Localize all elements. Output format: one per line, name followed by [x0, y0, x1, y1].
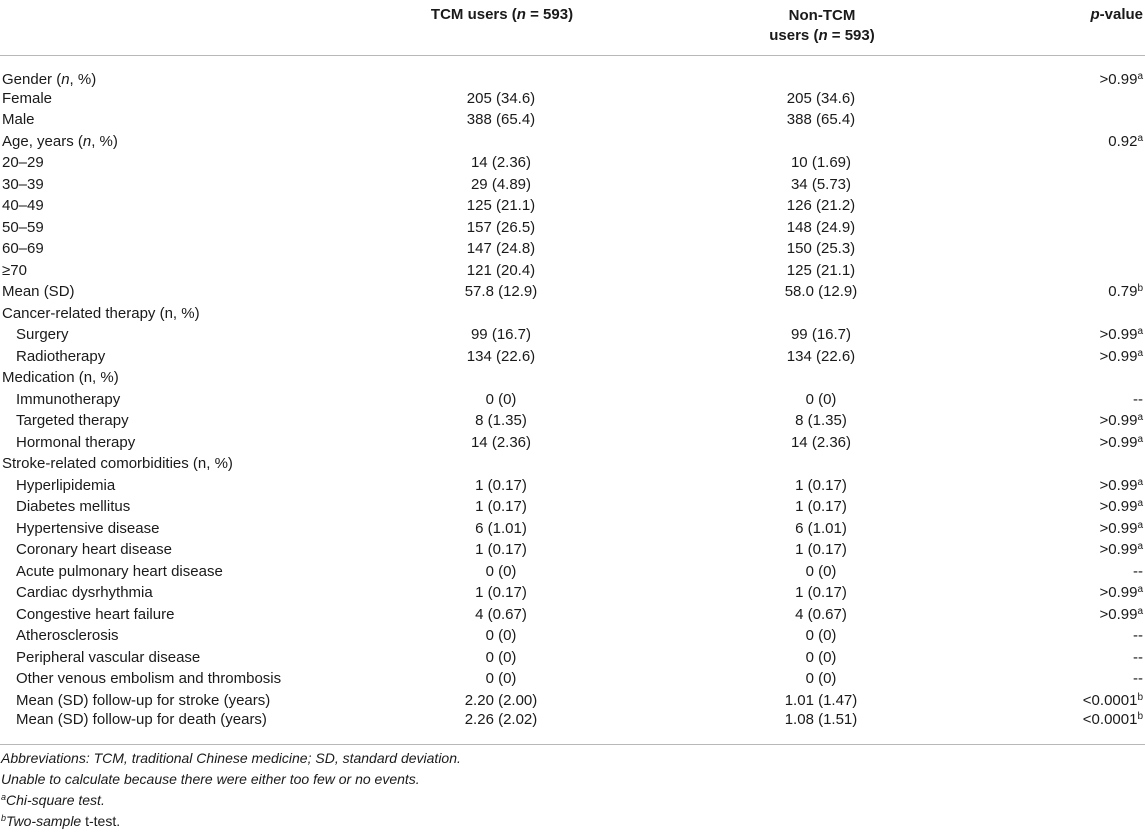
row-label-text: Other venous embolism and thrombosis: [16, 670, 282, 688]
row-label: [0, 238, 360, 260]
p-value-text: --: [1133, 627, 1143, 645]
p-value-footnote-mark: a: [1137, 498, 1143, 510]
row-label-text: Hormonal therapy: [16, 433, 136, 451]
cell-p-value: [1000, 367, 1145, 389]
table-row: [0, 668, 1145, 690]
cell-non-tcm-users: 1.01 (1.47): [784, 691, 858, 709]
row-label-text: Mean (SD) follow-up for stroke (years): [16, 691, 271, 709]
table-row: [0, 346, 1145, 368]
cell-non-tcm-users: 8 (1.35): [795, 412, 847, 430]
row-label-text: Peripheral vascular disease: [16, 648, 201, 666]
header-p-value: [1000, 0, 1145, 55]
cell-p-value: [1000, 217, 1145, 239]
header-non-tcm-pre: users (: [769, 27, 819, 44]
p-value-text: >0.99: [1099, 498, 1138, 516]
cell-tcm-users: 4 (0.67): [475, 605, 527, 623]
cell-p-value: [1000, 260, 1145, 282]
cell-tcm-users: 1 (0.17): [475, 498, 527, 516]
row-label-text: Stroke-related comorbidities (n, %): [2, 455, 233, 473]
table-row: [0, 303, 1145, 325]
table-row: [0, 174, 1145, 196]
row-label: [0, 217, 360, 239]
row-label-text: Hypertensive disease: [16, 519, 160, 537]
cell-tcm-users: [360, 131, 670, 153]
row-label-text: 20–29: [2, 154, 44, 172]
header-p-post: -value: [1099, 6, 1143, 23]
cell-tcm-users: 29 (4.89): [470, 175, 532, 193]
cell-tcm-users: 147 (24.8): [466, 240, 536, 258]
cell-non-tcm-users: 1 (0.17): [795, 476, 847, 494]
row-label: [0, 303, 360, 325]
cell-p-value: [1000, 410, 1145, 432]
cell-p-value: [1000, 475, 1145, 497]
p-value-text: >0.99: [1099, 519, 1138, 537]
header-tcm-pre: TCM users (: [430, 6, 517, 23]
row-label-text: Immunotherapy: [16, 390, 121, 408]
p-value-text: >0.99: [1099, 541, 1138, 559]
cell-non-tcm-users: 1.08 (1.51): [784, 711, 858, 728]
header-non-tcm-n: n: [818, 27, 828, 44]
row-label: [0, 389, 360, 411]
row-label: [0, 432, 360, 454]
table-row: [0, 410, 1145, 432]
cell-tcm-users: 0 (0): [485, 670, 517, 688]
table-row: [0, 604, 1145, 626]
cell-p-value: [1000, 453, 1145, 475]
p-value-text: --: [1133, 562, 1143, 580]
cell-p-value: [1000, 131, 1145, 153]
cell-non-tcm-users: 388 (65.4): [786, 111, 856, 129]
p-value-text: >0.99: [1099, 347, 1138, 365]
row-label: [0, 518, 360, 540]
cell-p-value: [1000, 496, 1145, 518]
cell-tcm-users: 205 (34.6): [466, 89, 536, 107]
header-non-tcm-line1: Non-TCM: [788, 7, 856, 24]
cell-non-tcm-users: 126 (21.2): [786, 197, 856, 215]
footnote-a-text: Chi-square test.: [6, 792, 105, 808]
row-label-text: Cardiac dysrhythmia: [16, 584, 153, 602]
cell-non-tcm-users: 34 (5.73): [790, 175, 852, 193]
table-row: [0, 432, 1145, 454]
row-label-text: ≥70: [2, 261, 27, 279]
table-row: [0, 152, 1145, 174]
cell-p-value: [1000, 604, 1145, 626]
cell-tcm-users: 14 (2.36): [470, 154, 532, 172]
footnote-a: [1, 790, 1145, 811]
p-value-footnote-mark: a: [1137, 412, 1143, 424]
row-label-text: Medication (n, %): [2, 369, 119, 387]
table-row: [0, 281, 1145, 303]
cell-non-tcm-users: 1 (0.17): [795, 541, 847, 559]
cell-p-value: [1000, 432, 1145, 454]
cell-tcm-users: 6 (1.01): [475, 519, 527, 537]
cell-p-value: [1000, 109, 1145, 131]
cell-non-tcm-users: 14 (2.36): [790, 433, 852, 451]
table-row: [0, 582, 1145, 604]
p-value-footnote-mark: a: [1137, 132, 1143, 144]
row-label-text: Coronary heart disease: [16, 541, 172, 559]
header-row: [0, 0, 1145, 55]
row-label: [0, 475, 360, 497]
p-value-footnote-mark: a: [1137, 70, 1143, 82]
p-value-text: >0.99: [1099, 326, 1138, 344]
cell-non-tcm-users: 10 (1.69): [790, 154, 852, 172]
row-label-text: Age, years (: [2, 132, 83, 150]
cell-p-value: [1000, 346, 1145, 368]
cell-p-value: [1000, 647, 1145, 669]
row-label: [0, 647, 360, 669]
row-label: [0, 88, 360, 110]
table-row: [0, 88, 1145, 110]
cell-non-tcm-users: 0 (0): [805, 670, 837, 688]
cell-non-tcm-users: [670, 55, 1000, 88]
row-label: [0, 690, 360, 712]
table-row: [0, 453, 1145, 475]
cell-p-value: [1000, 174, 1145, 196]
p-value-footnote-mark: a: [1137, 326, 1143, 338]
cell-non-tcm-users: 1 (0.17): [795, 584, 847, 602]
row-label: [0, 346, 360, 368]
p-value-text: --: [1133, 648, 1143, 666]
table-row: [0, 711, 1145, 745]
cell-p-value: [1000, 238, 1145, 260]
row-label-text: 40–49: [2, 197, 44, 215]
cell-non-tcm-users: 4 (0.67): [795, 605, 847, 623]
cell-tcm-users: 0 (0): [485, 562, 517, 580]
cell-non-tcm-users: [670, 453, 1000, 475]
table-footnotes: [0, 748, 1145, 832]
p-value-text: >0.99: [1099, 605, 1138, 623]
row-label-text: Congestive heart failure: [16, 605, 175, 623]
row-label: [0, 410, 360, 432]
row-label: [0, 604, 360, 626]
row-label: [0, 539, 360, 561]
header-tcm-n: n: [516, 6, 526, 23]
table-row: [0, 647, 1145, 669]
cell-tcm-users: [360, 367, 670, 389]
table-row: [0, 367, 1145, 389]
cell-non-tcm-users: 150 (25.3): [786, 240, 856, 258]
cell-non-tcm-users: [670, 367, 1000, 389]
cell-p-value: [1000, 668, 1145, 690]
p-value-text: <0.0001: [1082, 691, 1138, 709]
row-label: [0, 324, 360, 346]
cell-tcm-users: 157 (26.5): [466, 218, 536, 236]
row-label-text: Cancer-related therapy (n, %): [2, 304, 200, 322]
header-label-column: [0, 0, 360, 55]
row-label-text: 30–39: [2, 175, 44, 193]
table-row: [0, 496, 1145, 518]
header-tcm-post: = 593): [525, 6, 574, 23]
p-value-footnote-mark: a: [1137, 433, 1143, 445]
p-value-footnote-mark: b: [1137, 711, 1143, 722]
row-label: [0, 152, 360, 174]
row-label-text: 50–59: [2, 218, 44, 236]
row-label: [0, 109, 360, 131]
cell-p-value: [1000, 711, 1145, 745]
footnote-abbreviations: Abbreviations: TCM, traditional Chinese medicine; SD, standard deviation.: [1, 750, 461, 766]
cell-p-value: [1000, 389, 1145, 411]
row-label-text: Diabetes mellitus: [16, 498, 131, 516]
row-label: [0, 281, 360, 303]
cell-tcm-users: 0 (0): [485, 390, 517, 408]
header-non-tcm-users: [670, 0, 1000, 55]
cell-non-tcm-users: 99 (16.7): [790, 326, 852, 344]
table-row: [0, 131, 1145, 153]
p-value-text: >0.99: [1099, 476, 1138, 494]
cell-non-tcm-users: 148 (24.9): [786, 218, 856, 236]
cell-non-tcm-users: 0 (0): [805, 648, 837, 666]
row-label: [0, 625, 360, 647]
table-body: [0, 55, 1145, 745]
cell-non-tcm-users: 58.0 (12.9): [784, 283, 858, 301]
cell-p-value: [1000, 88, 1145, 110]
row-label-text: Female: [2, 89, 53, 107]
cell-p-value: [1000, 195, 1145, 217]
cell-p-value: [1000, 281, 1145, 303]
cell-tcm-users: 1 (0.17): [475, 541, 527, 559]
p-value-text: >0.99: [1099, 433, 1138, 451]
row-label-suffix: , %): [69, 70, 97, 88]
row-label: [0, 260, 360, 282]
row-label-text: Mean (SD): [2, 283, 75, 301]
row-label-text: 60–69: [2, 240, 44, 258]
cell-tcm-users: 0 (0): [485, 627, 517, 645]
p-value-footnote-mark: a: [1137, 541, 1143, 553]
footnote-unable: Unable to calculate because there were either too few or no events.: [1, 771, 420, 787]
row-label: [0, 582, 360, 604]
table-row: [0, 518, 1145, 540]
table-row: [0, 260, 1145, 282]
cell-p-value: [1000, 55, 1145, 88]
table-row: [0, 690, 1145, 712]
p-value-footnote-mark: a: [1137, 584, 1143, 596]
row-label: [0, 711, 360, 745]
table-row: [0, 539, 1145, 561]
cell-tcm-users: 14 (2.36): [470, 433, 532, 451]
cell-tcm-users: [360, 303, 670, 325]
footnote-b-mark: b: [1, 813, 7, 823]
row-label: [0, 668, 360, 690]
cell-p-value: [1000, 518, 1145, 540]
table-row: [0, 625, 1145, 647]
footnote-a-mark: a: [1, 792, 7, 802]
cell-tcm-users: 388 (65.4): [466, 111, 536, 129]
table-row: [0, 475, 1145, 497]
p-value-text: >0.99: [1099, 412, 1138, 430]
p-value-text: >0.99: [1099, 584, 1138, 602]
p-value-text: 0.79: [1108, 283, 1138, 301]
cell-p-value: [1000, 625, 1145, 647]
table-row: [0, 109, 1145, 131]
cell-tcm-users: 1 (0.17): [475, 476, 527, 494]
row-label-text: Hyperlipidemia: [16, 476, 116, 494]
cell-non-tcm-users: 0 (0): [805, 562, 837, 580]
cell-non-tcm-users: 6 (1.01): [795, 519, 847, 537]
p-value-text: >0.99: [1099, 70, 1138, 88]
cell-non-tcm-users: [670, 303, 1000, 325]
p-value-footnote-mark: b: [1137, 283, 1143, 295]
cell-tcm-users: 2.20 (2.00): [464, 691, 538, 709]
cell-p-value: [1000, 690, 1145, 712]
row-label-text: Gender (: [2, 70, 62, 88]
header-p-italic: p: [1090, 6, 1100, 23]
row-label-text: Targeted therapy: [16, 412, 129, 430]
cell-non-tcm-users: 125 (21.1): [786, 261, 856, 279]
p-value-footnote-mark: a: [1137, 347, 1143, 359]
p-value-footnote-mark: a: [1137, 519, 1143, 531]
row-label-text: Atherosclerosis: [16, 627, 119, 645]
cell-tcm-users: 0 (0): [485, 648, 517, 666]
cell-tcm-users: [360, 453, 670, 475]
p-value-text: 0.92: [1108, 132, 1138, 150]
cell-non-tcm-users: 0 (0): [805, 390, 837, 408]
cell-non-tcm-users: 134 (22.6): [786, 347, 856, 365]
row-label: [0, 131, 360, 153]
row-label-text: Male: [2, 111, 35, 129]
row-label: [0, 195, 360, 217]
cell-p-value: [1000, 152, 1145, 174]
footnote-b-text-italic: Two-sample: [6, 813, 86, 829]
cell-tcm-users: 99 (16.7): [470, 326, 532, 344]
cell-tcm-users: [360, 55, 670, 88]
cell-p-value: [1000, 539, 1145, 561]
table-row: [0, 55, 1145, 88]
cell-tcm-users: 134 (22.6): [466, 347, 536, 365]
cell-tcm-users: 2.26 (2.02): [464, 711, 538, 728]
p-value-text: <0.0001: [1082, 711, 1138, 728]
p-value-text: --: [1133, 390, 1143, 408]
cell-tcm-users: 1 (0.17): [475, 584, 527, 602]
p-value-footnote-mark: b: [1137, 691, 1143, 703]
cell-non-tcm-users: 205 (34.6): [786, 89, 856, 107]
row-label: [0, 496, 360, 518]
row-label: [0, 55, 360, 88]
row-label-text: Acute pulmonary heart disease: [16, 562, 223, 580]
header-tcm-users: [360, 0, 670, 55]
header-non-tcm-post: = 593): [827, 27, 875, 44]
row-label: [0, 453, 360, 475]
p-value-footnote-mark: a: [1137, 605, 1143, 617]
cell-tcm-users: 125 (21.1): [466, 197, 536, 215]
cell-non-tcm-users: 0 (0): [805, 627, 837, 645]
table-row: [0, 238, 1145, 260]
cell-p-value: [1000, 303, 1145, 325]
row-label-text: Mean (SD) follow-up for death (years): [16, 711, 267, 728]
row-label: [0, 367, 360, 389]
row-label-suffix: , %): [91, 132, 118, 150]
table-row: [0, 561, 1145, 583]
cell-non-tcm-users: [670, 131, 1000, 153]
row-label: [0, 561, 360, 583]
table-row: [0, 389, 1145, 411]
table-row: [0, 324, 1145, 346]
cell-non-tcm-users: 1 (0.17): [795, 498, 847, 516]
cell-tcm-users: 57.8 (12.9): [464, 283, 538, 301]
cell-p-value: [1000, 561, 1145, 583]
table-header: [0, 0, 1145, 55]
row-label-text: Surgery: [16, 326, 69, 344]
p-value-text: --: [1133, 670, 1143, 688]
cell-p-value: [1000, 582, 1145, 604]
table-row: [0, 195, 1145, 217]
row-label: [0, 174, 360, 196]
row-label-italic: n: [61, 70, 70, 88]
cell-tcm-users: 121 (20.4): [466, 261, 536, 279]
footnote-b-text-rest: t-test.: [85, 813, 121, 829]
cell-tcm-users: 8 (1.35): [475, 412, 527, 430]
row-label-text: Radiotherapy: [16, 347, 106, 365]
cell-p-value: [1000, 324, 1145, 346]
p-value-footnote-mark: a: [1137, 476, 1143, 488]
table-row: [0, 217, 1145, 239]
row-label-italic: n: [82, 132, 92, 150]
